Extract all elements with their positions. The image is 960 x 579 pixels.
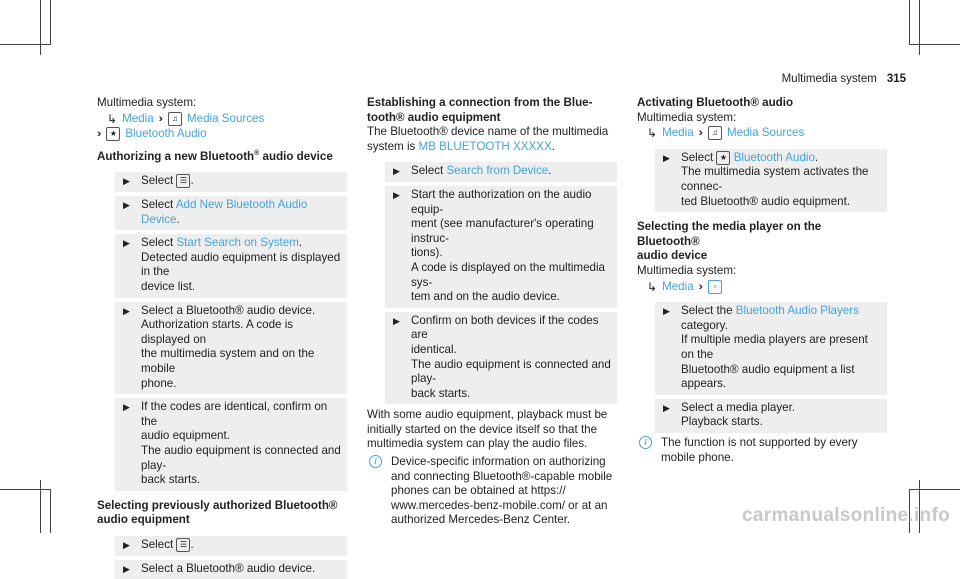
return-arrow-icon: ↳ <box>647 126 658 141</box>
link-bt-players[interactable]: Bluetooth Audio Players <box>735 304 859 318</box>
crop-mark <box>909 0 910 45</box>
heading-connection: Establishing a connection from the Blue‐ tooth® audio equipment <box>367 96 593 124</box>
column-3 <box>637 96 887 465</box>
crop-mark <box>40 0 41 55</box>
return-arrow-icon: ↳ <box>647 279 658 294</box>
heading-previous: Selecting previously authorized Bluetooth® audio equipment <box>97 498 338 527</box>
double-chevron-icon: ›› <box>698 127 700 140</box>
step: ▶ Select a Bluetooth® audio device. <box>115 560 347 579</box>
crop-mark <box>919 0 920 55</box>
nav-media-sources[interactable]: Media Sources <box>186 111 265 125</box>
nav-media[interactable]: Media <box>662 126 694 140</box>
page-number: 315 <box>886 73 906 85</box>
watermark: carmanualsonline.info <box>742 505 950 526</box>
return-arrow-icon: ↳ <box>107 111 118 126</box>
info-icon: i <box>369 455 382 468</box>
crop-mark <box>50 489 51 533</box>
nav-bluetooth-audio[interactable]: Bluetooth Audio <box>125 127 207 141</box>
intro-text: Multimedia system: <box>97 96 197 109</box>
page-header <box>782 73 906 85</box>
paragraph: The Bluetooth® device name of the multimedia system is MB BLUETOOTH XXXXX. <box>367 125 609 153</box>
double-chevron-icon: ›› <box>97 128 99 141</box>
nav-media[interactable]: Media <box>122 111 154 125</box>
heading-activate: Activating Bluetooth® audio <box>637 96 794 109</box>
step: ▶ Select ☰ . <box>115 172 347 192</box>
nav-path <box>647 126 887 141</box>
bluetooth-icon: ★ <box>716 151 730 165</box>
device-name: MB BLUETOOTH XXXXX <box>418 139 552 153</box>
nav-path-2 <box>97 127 347 142</box>
column-1 <box>97 96 347 579</box>
info-note: i Device-specific information on authorizing and connecting Bluetooth®-capable mobile phones can be obtained at https:// www.mercedes-benz-mobile.com/ or at an authorized Mercedes-Benz Center. <box>367 455 617 528</box>
info-note: i The function is not supported by every mobile phone. <box>637 436 887 465</box>
nav-media[interactable]: Media <box>662 279 694 293</box>
crop-mark <box>0 489 50 490</box>
step: ▶ Start the authorization on the audio equip‐ ment (see manufacturer's operating instruc‐ tions). A code is displayed on the multimedia sys‐ tem and on the audio device. <box>385 186 617 308</box>
double-chevron-icon: ›› <box>158 112 160 125</box>
step: ▶ Select the Bluetooth Audio Players category. If multiple media players are present on the Bluetooth® audio equipment a list appears. <box>655 302 887 395</box>
header-title: Multimedia system <box>781 73 877 85</box>
heading-authorize: Authorizing a new Bluetooth® audio device <box>97 149 333 163</box>
nav-path <box>107 112 347 127</box>
link-start-search[interactable]: Start Search on System <box>176 236 299 250</box>
link-add-device[interactable]: Add New Bluetooth Audio Device <box>141 198 308 226</box>
double-chevron-icon: ›› <box>698 280 700 293</box>
nav-path <box>647 280 887 295</box>
step: ▶ Select ☰ . <box>115 536 347 556</box>
step: ▶ Select ★ Bluetooth Audio. The multimedia system activates the connec‐ ted Bluetooth® audio equipment. <box>655 149 887 212</box>
step: ▶ Select Search from Device. <box>385 162 617 182</box>
step: ▶ Select Start Search on System. Detected audio equipment is displayed in the device list. <box>115 234 347 297</box>
step: ▶ Select Add New Bluetooth Audio Device. <box>115 196 347 230</box>
paragraph: With some audio equipment, playback must be initially started on the device itself so that the multimedia system can play the audio files. <box>367 408 608 451</box>
link-bluetooth-audio[interactable]: Bluetooth Audio <box>733 150 815 164</box>
link-search-from-device[interactable]: Search from Device <box>446 164 549 178</box>
step: ▶ If the codes are identical, confirm on the audio equipment. The audio equipment is connected and play‐ back starts. <box>115 398 347 491</box>
bluetooth-icon: ★ <box>106 127 120 141</box>
menu-list-icon: ☰ <box>176 538 190 552</box>
intro-text: Multimedia system: <box>637 264 737 277</box>
search-icon: ⌕ <box>708 280 722 294</box>
step: ▶ Select a media player. Playback starts. <box>655 399 887 433</box>
crop-mark <box>0 44 50 45</box>
crop-mark <box>910 44 960 45</box>
step: ▶ Select a Bluetooth® audio device. Authorization starts. A code is displayed on the multimedia system and on the mobile phone. <box>115 302 347 395</box>
column-2 <box>367 96 617 528</box>
heading-media-player: Selecting the media player on the Bluetooth® audio device <box>637 220 822 263</box>
info-icon: i <box>639 436 652 449</box>
music-note-icon: ♫ <box>708 126 722 140</box>
crop-mark <box>40 480 41 533</box>
step: ▶ Confirm on both devices if the codes are identical. The audio equipment is connected and play‐ back starts. <box>385 312 617 405</box>
intro-text: Multimedia system: <box>637 110 737 124</box>
nav-media-sources[interactable]: Media Sources <box>726 126 805 140</box>
crop-mark <box>50 0 51 45</box>
crop-mark <box>910 489 960 490</box>
menu-list-icon: ☰ <box>176 174 190 188</box>
music-note-icon: ♫ <box>168 112 182 126</box>
